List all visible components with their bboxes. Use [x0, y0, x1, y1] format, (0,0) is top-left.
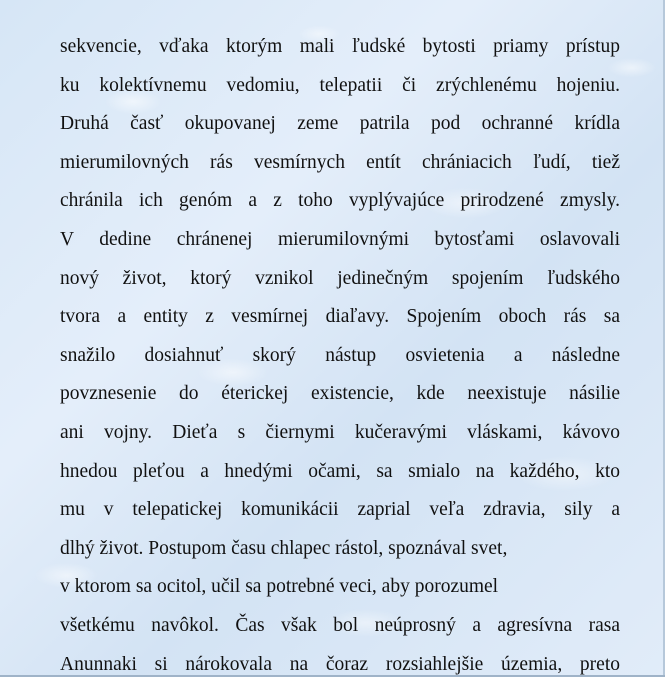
text-line-4: mierumilovných rás vesmírnych entít chrániacich ľudí, tiež — [60, 151, 620, 173]
text-line-1: sekvencie, vďaka ktorým mali ľudské bytosti priamy prístup — [60, 36, 620, 57]
text-line-16: všetkému navôkol. Čas však bol neúprosný a agresívna rasa — [60, 614, 620, 636]
text-line-15: v ktorom sa ocitol, učil sa potrebné veci, aby porozumel — [60, 576, 499, 598]
text-line-7: nový život, ktorý vznikol jedinečným spojením ľudského — [60, 267, 620, 289]
text-line-9: snažilo dosiahnuť skorý nástup osvietenia a následne — [60, 344, 620, 366]
text-line-6: V dedine chránenej mierumilovnými bytosťami oslavovali — [60, 228, 620, 250]
text-line-11: ani vojny. Dieťa s čiernymi kučeravými vláskami, kávovo — [60, 421, 620, 443]
text-line-14: dlhý život. Postupom času chlapec rástol, spoznával svet, — [60, 537, 508, 559]
text-line-13: mu v telepatickej komunikácii zaprial veľa zdravia, sily a — [60, 499, 620, 521]
text-line-5: chránila ich genóm a z toho vyplývajúce prirodzené zmysly. — [60, 190, 620, 212]
text-line-8: tvora a entity z vesmírnej diaľavy. Spojením oboch rás sa — [60, 306, 620, 328]
text-line-3: Druhá časť okupovanej zeme patrila pod ochranné krídla — [60, 113, 620, 135]
text-line-17: Anunnaki si nárokovala na čoraz rozsiahlejšie územia, preto — [60, 653, 620, 675]
text-line-10: povznesenie do éterickej existencie, kde neexistuje násilie — [60, 383, 620, 405]
document-text-body — [60, 28, 620, 677]
text-line-2: ku kolektívnemu vedomiu, telepatii či zrýchlenému hojeniu. — [60, 74, 620, 96]
text-line-12: hnedou pleťou a hnedými očami, sa smialo na každého, kto — [60, 460, 620, 482]
